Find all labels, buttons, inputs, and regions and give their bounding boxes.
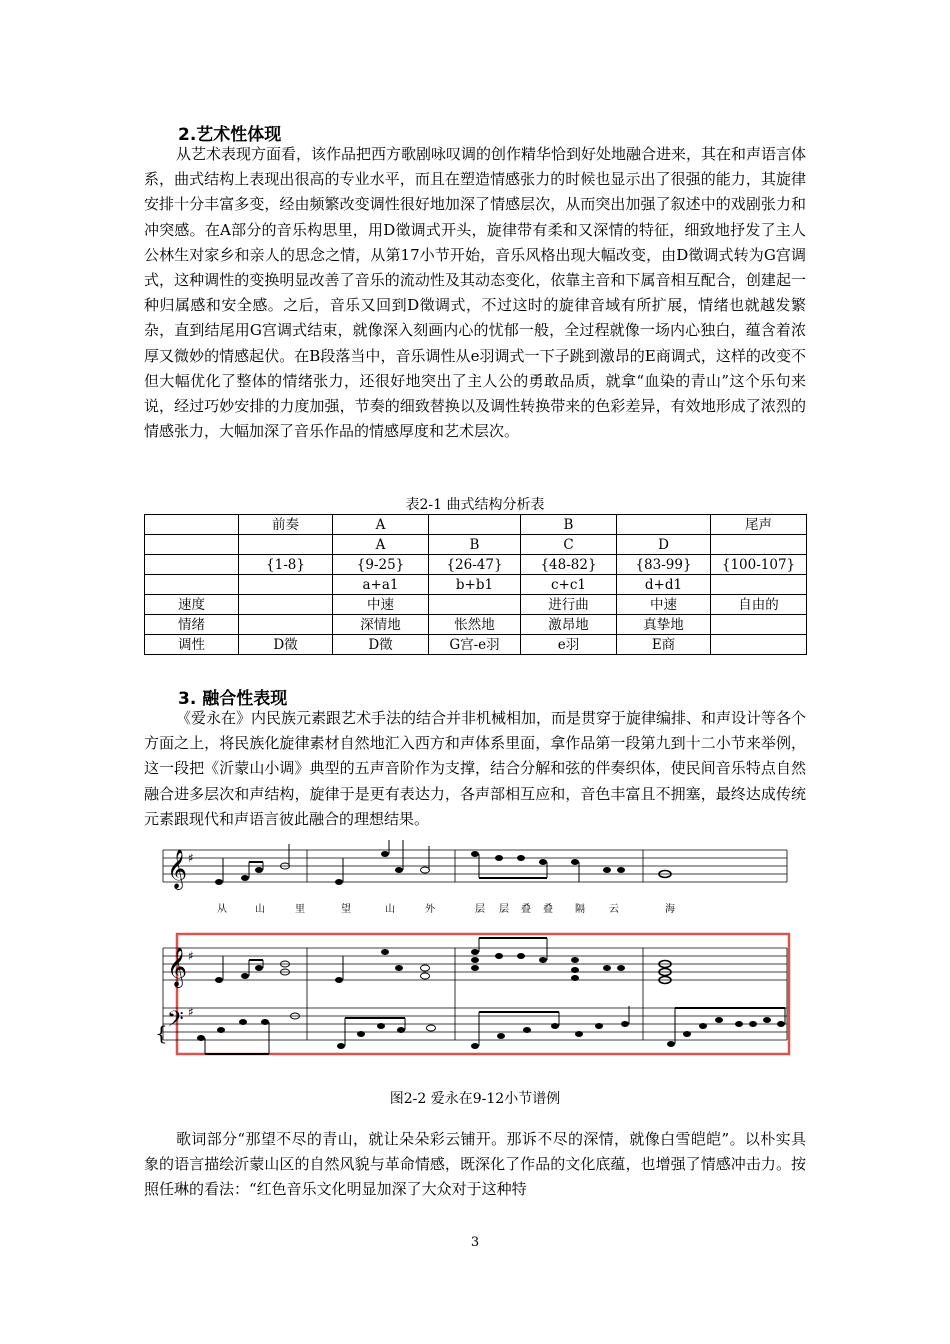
lyric-syllable: 山 (385, 904, 395, 915)
lyric-syllable: 外 (425, 904, 435, 915)
section-heading-fusion: 3. 融合性表现 (178, 689, 288, 709)
table-cell: G宫-e羽 (429, 635, 521, 655)
table-cell: 进行曲 (521, 595, 617, 615)
lyric-syllable: 叠 (521, 904, 531, 915)
table-cell: b+b1 (429, 575, 521, 595)
table-cell: d+d1 (617, 575, 711, 595)
table-cell: 深情地 (333, 615, 429, 635)
table-cell: {26-47} (429, 555, 521, 575)
treble-clef-icon: 𝄞 (167, 947, 188, 987)
table-cell: E商 (617, 635, 711, 655)
table-row (145, 615, 807, 635)
table-cell: {1-8} (239, 555, 333, 575)
page-number: 3 (470, 1235, 480, 1250)
table-cell: {48-82} (521, 555, 617, 575)
table-cell: 中速 (333, 595, 429, 615)
table-cell (239, 615, 333, 635)
lyric-syllable: 里 (295, 904, 305, 915)
lyric-syllable: 山 (255, 904, 265, 915)
table-cell: 中速 (617, 595, 711, 615)
lyric-syllable: 隔 (575, 904, 585, 915)
treble-clef-icon: 𝄞 (167, 849, 188, 889)
table-cell: {9-25} (333, 555, 429, 575)
sharp-icon: ♯ (188, 949, 194, 963)
table-cell (429, 595, 521, 615)
table-cell: 怅然地 (429, 615, 521, 635)
table-cell: c+c1 (521, 575, 617, 595)
table-row (145, 515, 807, 535)
lyric-syllable: 从 (217, 904, 227, 915)
table-cell: 速度 (145, 595, 239, 615)
table-row (145, 635, 807, 655)
table-cell: D (617, 535, 711, 555)
table-cell (145, 515, 239, 535)
piano-notes (197, 938, 785, 1054)
artistry-paragraph: 从艺术表现方面看，该作品把西方歌剧咏叹调的创作精华恰到好处地融合进来，其在和声语言体系，曲式结构上表现出很高的专业水平，而且在塑造情感张力的时候也显示出了很强的能力，其旋律安排十分丰富多变，经由频繁改变调性很好地加深了情感层次，从而突出加强了叙述中的戏剧张力和冲突感。在A部分的音乐构思里，用D徵调式开头，旋律带有柔和又深情的特征，细致地抒发了主人公林生对家乡和亲人的思念之情，从第17小节开始，音乐风格出现大幅改变，由D徵调式转为G宫调式，这种调性的变换明显改善了音乐的流动性及其动态变化，依靠主音和下属音相互配合，创建起一种归属感和安全感。之后，音乐又回到D徵调式，不过这时的旋律音域有所扩展，情绪也就越发繁杂，直到结尾用G宫调式结束，就像深入刻画内心的忧郁一般，全过程就像一场内心独白，蕴含着浓厚又微妙的情感起伏。在B段落当中，音乐调性从e羽调式一下子跳到激昂的E商调式，这样的改变不但大幅优化了整体的情绪张力，还很好地突出了主人公的勇敢品质，就拿“血染的青山”这个乐句来说，经过巧妙安排的力度加强，节奏的细致替换以及调性转换带来的色彩差异，有效地形成了浓烈的情感张力，大幅加深了音乐作品的情感厚度和艺术层次。 (144, 145, 807, 441)
table-row (145, 575, 807, 595)
table-cell: 激昂地 (521, 615, 617, 635)
table-cell: A (333, 515, 429, 535)
table-cell: e羽 (521, 635, 617, 655)
sharp-icon: ♯ (188, 1005, 194, 1019)
lyrics-row (217, 902, 675, 915)
lyric-syllable: 望 (341, 904, 351, 915)
vocal-notes (215, 840, 671, 885)
table-cell: B (521, 515, 617, 535)
structure-table (144, 514, 807, 655)
table-row (145, 595, 807, 615)
lyric-syllable: 层 (475, 904, 485, 915)
table-cell: D徵 (239, 635, 333, 655)
table-cell (145, 535, 239, 555)
lyric-syllable: 叠 (543, 904, 553, 915)
brace-icon: { (155, 1021, 168, 1045)
lyric-syllable: 云 (609, 904, 619, 915)
table-cell: 调性 (145, 635, 239, 655)
sharp-icon: ♯ (188, 851, 194, 865)
table-cell (145, 555, 239, 575)
table-cell (239, 595, 333, 615)
table-cell: C (521, 535, 617, 555)
table-cell: 真挚地 (617, 615, 711, 635)
table-cell (711, 535, 807, 555)
table-cell: 情绪 (145, 615, 239, 635)
table-caption: 表2-1 曲式结构分析表 (405, 497, 545, 513)
lyrics-paragraph: 歌词部分“那望不尽的青山，就让朵朵彩云铺开。那诉不尽的深情，就像白雪皑皑”。以朴实具象的语言描绘沂蒙山区的自然风貌与革命情感，既深化了作品的文化底蕴，也增强了情感冲击力。按照任琳的看法：“红色音乐文化明显加深了大众对于这种特 (144, 1130, 806, 1199)
table-cell (429, 515, 521, 535)
fusion-paragraph: 《爱永在》内民族元素跟艺术手法的结合并非机械相加，而是贯穿于旋律编排、和声设计等各个方面之上，将民族化旋律素材自然地汇入西方和声体系里面，拿作品第一段第九到十二小节来举例，这一段把《沂蒙山小调》典型的五声音阶作为支撑，结合分解和弦的伴奏织体，使民间音乐特点自然融合进多层次和声结构，旋律于是更有表达力，各声部相互应和，音色丰富且不拥塞，最终达成传统元素跟现代和声语言彼此融合的理想结果。 (144, 709, 807, 828)
table-cell (711, 615, 807, 635)
table-cell (145, 575, 239, 595)
table-cell: {83-99} (617, 555, 711, 575)
lyric-syllable: 层 (499, 904, 509, 915)
table-cell (239, 575, 333, 595)
table-cell: 尾声 (711, 515, 807, 535)
table-cell (711, 575, 807, 595)
table-cell: B (429, 535, 521, 555)
table-cell: a+a1 (333, 575, 429, 595)
table-cell: D徵 (333, 635, 429, 655)
table-row (145, 535, 807, 555)
section-heading-artistry: 2.艺术性体现 (178, 125, 282, 145)
table-cell: {100-107} (711, 555, 807, 575)
table-cell (711, 635, 807, 655)
table-cell (239, 535, 333, 555)
score-excerpt (155, 840, 795, 1062)
table-cell: A (333, 535, 429, 555)
table-cell: 自由的 (711, 595, 807, 615)
bass-clef-icon: 𝄢 (167, 1007, 184, 1037)
table-row (145, 555, 807, 575)
figure-caption: 图2-2 爱永在9-12小节谱例 (389, 1091, 561, 1107)
lyric-syllable: 海 (665, 904, 675, 915)
table-cell (617, 515, 711, 535)
table-cell: 前奏 (239, 515, 333, 535)
